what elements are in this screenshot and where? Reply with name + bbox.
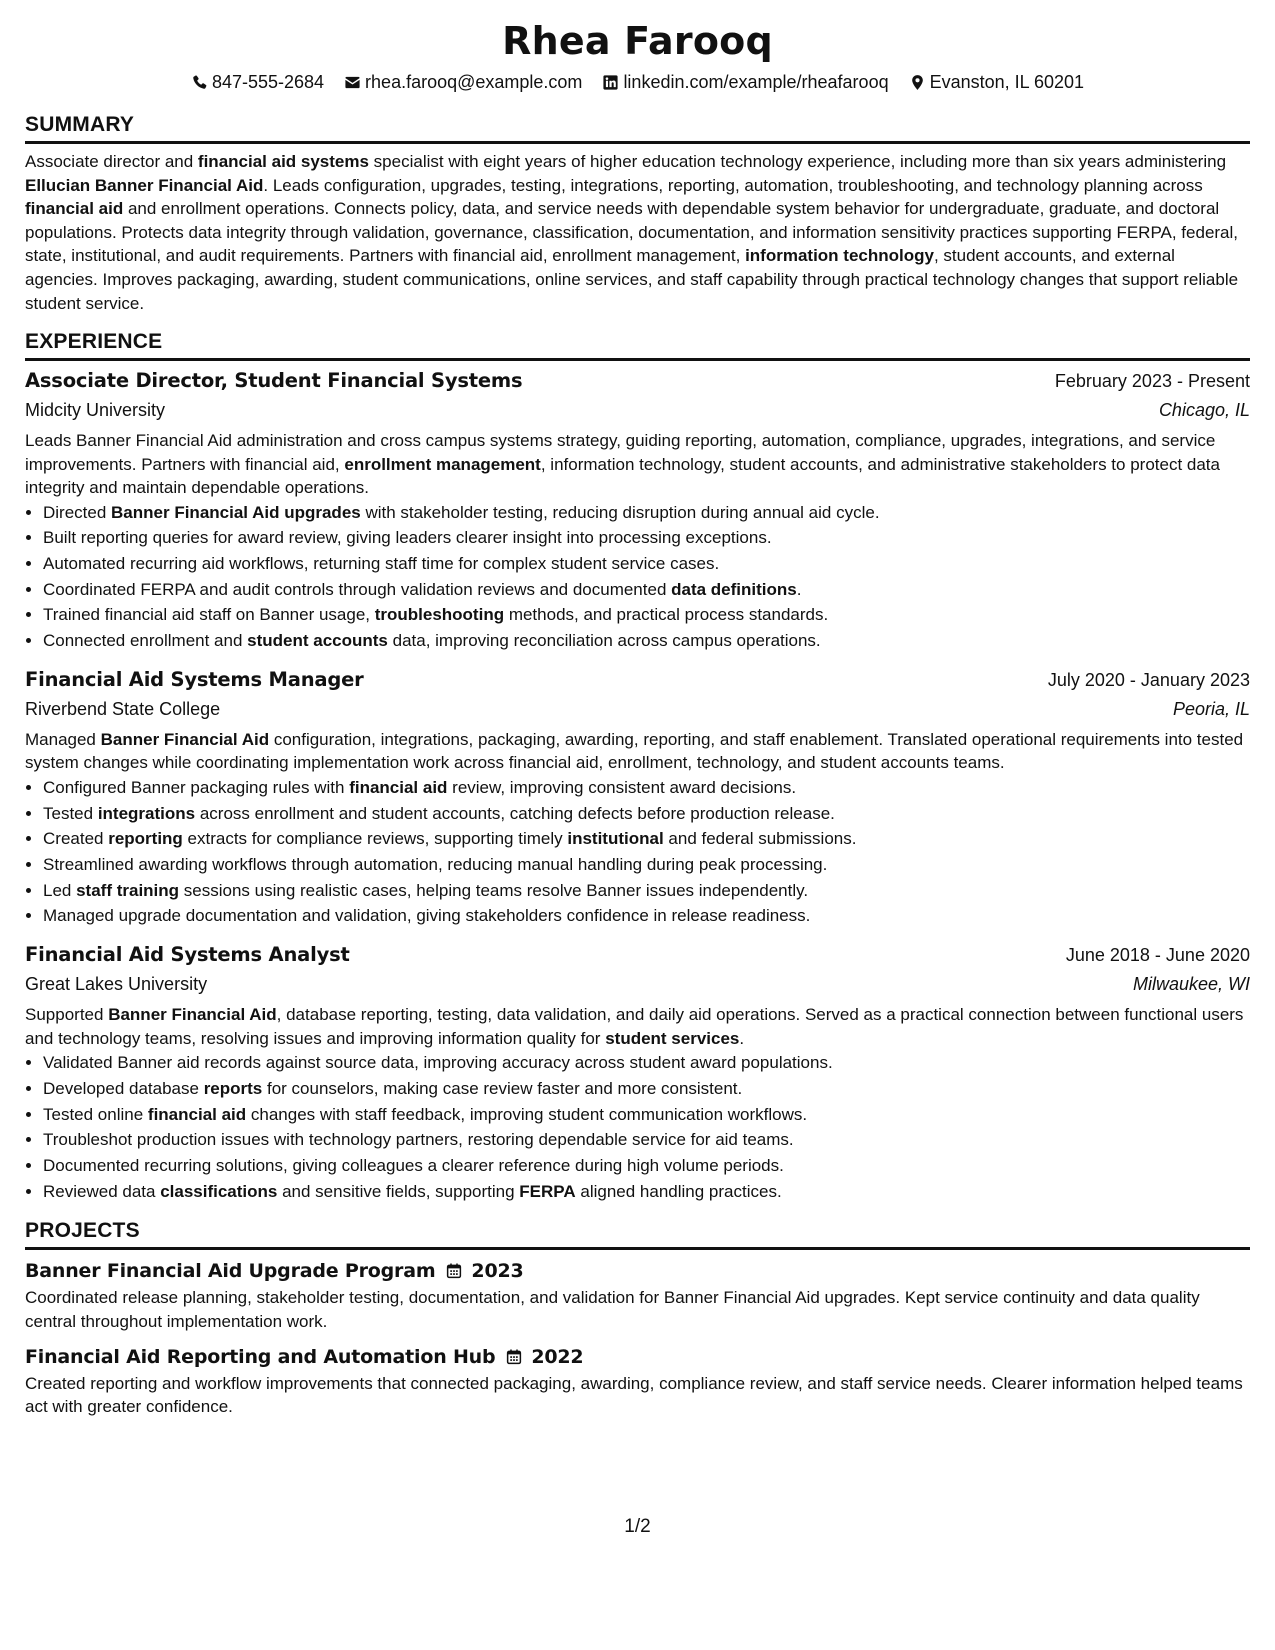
job-header-row — [25, 367, 1250, 395]
text-run: configuration, integrations, packaging, awarding, reporting, and staff enablement. Translated operational requirements into tested system changes while coordinating implementation work across financial aid, enrollment, technology, and student accounts teams. — [25, 729, 1244, 773]
bold-keyword: financial aid — [25, 199, 124, 219]
bold-keyword: troubleshooting — [374, 605, 505, 625]
text-run: Validated Banner aid records against source data, improving accuracy across student award populations. — [43, 1053, 833, 1073]
job-summary — [25, 429, 1250, 500]
project-year-group — [445, 1258, 523, 1284]
bold-keyword: Ellucian Banner Financial Aid — [25, 175, 264, 195]
bullet-item — [43, 1050, 1250, 1076]
text-run: Directed — [43, 502, 112, 522]
job-entry — [25, 666, 1250, 929]
text-run: , database reporting, testing, data validation, and daily aid operations. Served as a practical connection between functional users and technology teams, resolving issues and improving information quality for — [25, 1005, 1244, 1048]
bold-keyword: reports — [203, 1078, 263, 1098]
bullet-item — [43, 1179, 1250, 1205]
job-entry — [25, 367, 1250, 654]
bullet-item — [43, 1102, 1250, 1128]
job-org-row — [25, 969, 1250, 999]
job-location: Milwaukee, WI — [1132, 974, 1250, 995]
project-entry — [25, 1258, 1250, 1333]
contact-phone — [191, 70, 324, 94]
phone-text[interactable]: 847-555-2684 — [211, 72, 325, 92]
project-year: 2023 — [471, 1260, 524, 1283]
bullet-item — [43, 551, 1250, 577]
job-dates: July 2020 - January 2023 — [1047, 669, 1250, 690]
experience-heading: EXPERIENCE — [25, 329, 1250, 361]
text-run: , student accounts, and external agencies. Improves packaging, awarding, student communications, online services, and staff capability through practical technology changes that support reliable student service. — [25, 246, 1239, 313]
text-run: Led — [43, 880, 77, 900]
text-run: for counselors, making case review faster and more consistent. — [262, 1078, 743, 1098]
text-run: data, improving reconciliation across campus operations. — [387, 631, 821, 651]
candidate-name: Rhea Farooq — [502, 19, 773, 63]
bullet-item — [43, 1076, 1250, 1102]
text-run: Developed database — [43, 1078, 204, 1098]
calendar-icon — [505, 1348, 523, 1366]
text-run: specialist with eight years of higher education technology experience, including more than six years administering — [368, 152, 1227, 171]
calendar-icon — [445, 1262, 463, 1280]
text-run: Supported — [25, 1005, 109, 1025]
text-run: Managed upgrade documentation and validation, giving stakeholders confidence in release readiness. — [43, 906, 811, 926]
text-run: changes with staff feedback, improving student communication workflows. — [246, 1104, 808, 1124]
job-bullets — [25, 1050, 1250, 1204]
project-description: Coordinated release planning, stakeholder testing, documentation, and validation for Banner Financial Aid upgrades. Kept service continuity and data quality central throughout implementation work. — [25, 1288, 1200, 1331]
bullet-item — [43, 525, 1250, 551]
job-header-row — [25, 941, 1250, 969]
bullet-item — [43, 1127, 1250, 1153]
contact-location — [909, 70, 1084, 94]
bold-keyword: information technology — [745, 246, 934, 266]
bullet-item — [43, 577, 1250, 603]
bold-keyword: financial aid — [349, 777, 448, 797]
project-year-group — [505, 1344, 583, 1370]
text-run: Configured Banner packaging rules with — [43, 777, 350, 797]
bold-keyword: FERPA — [519, 1181, 576, 1201]
phone-icon — [191, 74, 208, 91]
contact-email — [344, 70, 582, 94]
text-run: and enrollment operations. Connects policy, data, and service needs with dependable system behavior for undergraduate, graduate, and doctoral populations. Protects data integrity through validation, governance, classification, documentation, and information sensitivity practices supporting FERPA, federal, state, institutional, and audit requirements. Partners with financial aid, enrollment management, — [25, 199, 1239, 266]
bullet-item — [43, 602, 1250, 628]
contact-linkedin — [602, 70, 888, 94]
summary-heading: SUMMARY — [25, 112, 1250, 144]
bold-keyword: classifications — [160, 1181, 278, 1201]
bold-keyword: Banner Financial Aid — [100, 729, 270, 749]
job-location: Chicago, IL — [1158, 400, 1250, 421]
bold-keyword: reporting — [108, 829, 183, 849]
text-run: Documented recurring solutions, giving colleagues a clearer reference during high volume periods. — [43, 1155, 784, 1175]
job-dates: June 2018 - June 2020 — [1065, 945, 1250, 966]
bold-keyword: staff training — [76, 880, 180, 900]
project-name: Financial Aid Reporting and Automation Hub — [25, 1345, 496, 1368]
text-run: Created — [43, 829, 109, 849]
bold-keyword: financial aid — [147, 1104, 247, 1124]
email-icon — [344, 74, 361, 91]
job-org-row — [25, 395, 1250, 425]
bold-keyword: Banner Financial Aid upgrades — [111, 502, 361, 522]
text-run: extracts for compliance reviews, supporting timely — [182, 829, 568, 849]
text-run: Associate director and — [25, 152, 198, 171]
text-run: with stakeholder testing, reducing disruption during annual aid cycle. — [360, 502, 880, 522]
email-text[interactable]: rhea.farooq@example.com — [365, 72, 583, 92]
bullet-item — [43, 801, 1250, 827]
text-run: aligned handling practices. — [575, 1181, 782, 1201]
resume-page — [25, 18, 1250, 1419]
job-organization: Great Lakes University — [25, 974, 208, 995]
text-run: sessions using realistic cases, helping teams resolve Banner issues independently. — [179, 880, 809, 900]
bullet-item — [43, 826, 1250, 852]
text-run: Streamlined awarding workflows through automation, reducing manual handling during peak processing. — [43, 854, 828, 874]
bold-keyword: student services — [605, 1028, 740, 1048]
text-run: Tested online — [43, 1104, 148, 1124]
text-run: methods, and practical process standards. — [504, 605, 829, 625]
projects-section — [25, 1218, 1250, 1418]
job-title: Associate Director, Student Financial Systems — [25, 369, 523, 393]
job-header-row — [25, 666, 1250, 694]
text-run: Coordinated FERPA and audit controls through validation reviews and documented — [43, 579, 672, 599]
bullet-item — [43, 775, 1250, 801]
bullet-item — [43, 852, 1250, 878]
text-run: and sensitive fields, supporting — [277, 1181, 520, 1201]
text-run: Troubleshot production issues with technology partners, restoring dependable service for aid teams. — [43, 1130, 794, 1150]
bullet-item — [43, 878, 1250, 904]
project-entry — [25, 1344, 1250, 1419]
text-run: . Leads configuration, upgrades, testing, integrations, reporting, automation, troubleshooting, and technology planning across — [263, 175, 1203, 195]
text-run: , information technology, student accounts, and administrative stakeholders to protect data integrity and maintain dependable operations. — [25, 454, 1220, 498]
text-run: across enrollment and student accounts, catching defects before production release. — [195, 803, 835, 823]
bold-keyword: Banner Financial Aid — [108, 1005, 277, 1025]
text-run: Leads Banner Financial Aid administration and cross campus systems strategy, guiding reporting, automation, compliance, upgrades, integrations, and service improvements. Partners with financial aid, — [25, 431, 1216, 474]
project-header — [25, 1344, 1250, 1370]
job-organization: Riverbend State College — [25, 698, 221, 719]
bold-keyword: data definitions — [671, 579, 797, 599]
text-run: Trained financial aid staff on Banner usage, — [43, 605, 375, 625]
job-title: Financial Aid Systems Manager — [25, 667, 364, 691]
job-bullets — [25, 500, 1250, 654]
text-run: Built reporting queries for award review, giving leaders clearer insight into processing exceptions. — [43, 528, 772, 548]
project-name: Banner Financial Aid Upgrade Program — [25, 1260, 436, 1283]
job-dates: February 2023 - Present — [1054, 371, 1250, 392]
bold-keyword: student accounts — [247, 631, 388, 651]
bold-keyword: institutional — [567, 829, 664, 849]
project-header — [25, 1258, 1250, 1284]
text-run: Tested — [43, 803, 98, 823]
text-run: Connected enrollment and — [43, 631, 248, 651]
bullet-item — [43, 500, 1250, 526]
text-run: Managed — [25, 729, 101, 749]
text-run: . — [796, 579, 802, 599]
bullet-item — [43, 903, 1250, 929]
text-run: Reviewed data — [43, 1181, 161, 1201]
text-run: Automated recurring aid workflows, returning staff time for complex student service cases. — [43, 554, 720, 574]
job-org-row — [25, 694, 1250, 724]
bold-keyword: integrations — [97, 803, 196, 823]
bold-keyword: financial aid systems — [197, 152, 369, 171]
summary-section — [25, 112, 1250, 315]
bold-keyword: enrollment management — [344, 454, 541, 474]
project-description: Created reporting and workflow improvements that connected packaging, awarding, compliance review, and staff service needs. Clearer information helped teams act with greater confidence. — [25, 1373, 1243, 1417]
project-list — [25, 1258, 1250, 1418]
job-summary — [25, 728, 1250, 775]
linkedin-text[interactable]: linkedin.com/example/rheafarooq — [623, 72, 889, 92]
location-text: Evanston, IL 60201 — [929, 72, 1085, 92]
project-year: 2022 — [531, 1345, 584, 1368]
text-run: . — [739, 1028, 745, 1048]
bullet-item — [43, 628, 1250, 654]
page-number: 1/2 — [624, 1516, 651, 1537]
job-list — [25, 367, 1250, 1204]
linkedin-icon — [602, 74, 619, 91]
text-run: review, improving consistent award decisions. — [447, 777, 797, 797]
job-bullets — [25, 775, 1250, 929]
experience-section — [25, 329, 1250, 1204]
contact-bar — [25, 70, 1250, 94]
job-summary — [25, 1003, 1250, 1050]
job-title: Financial Aid Systems Analyst — [25, 943, 350, 967]
bullet-item — [43, 1153, 1250, 1179]
location-pin-icon — [909, 74, 926, 91]
job-organization: Midcity University — [25, 400, 166, 421]
summary-text — [25, 150, 1250, 315]
job-location: Peoria, IL — [1172, 698, 1250, 719]
job-entry — [25, 941, 1250, 1204]
text-run: and federal submissions. — [663, 829, 857, 849]
projects-heading: PROJECTS — [25, 1218, 1250, 1250]
